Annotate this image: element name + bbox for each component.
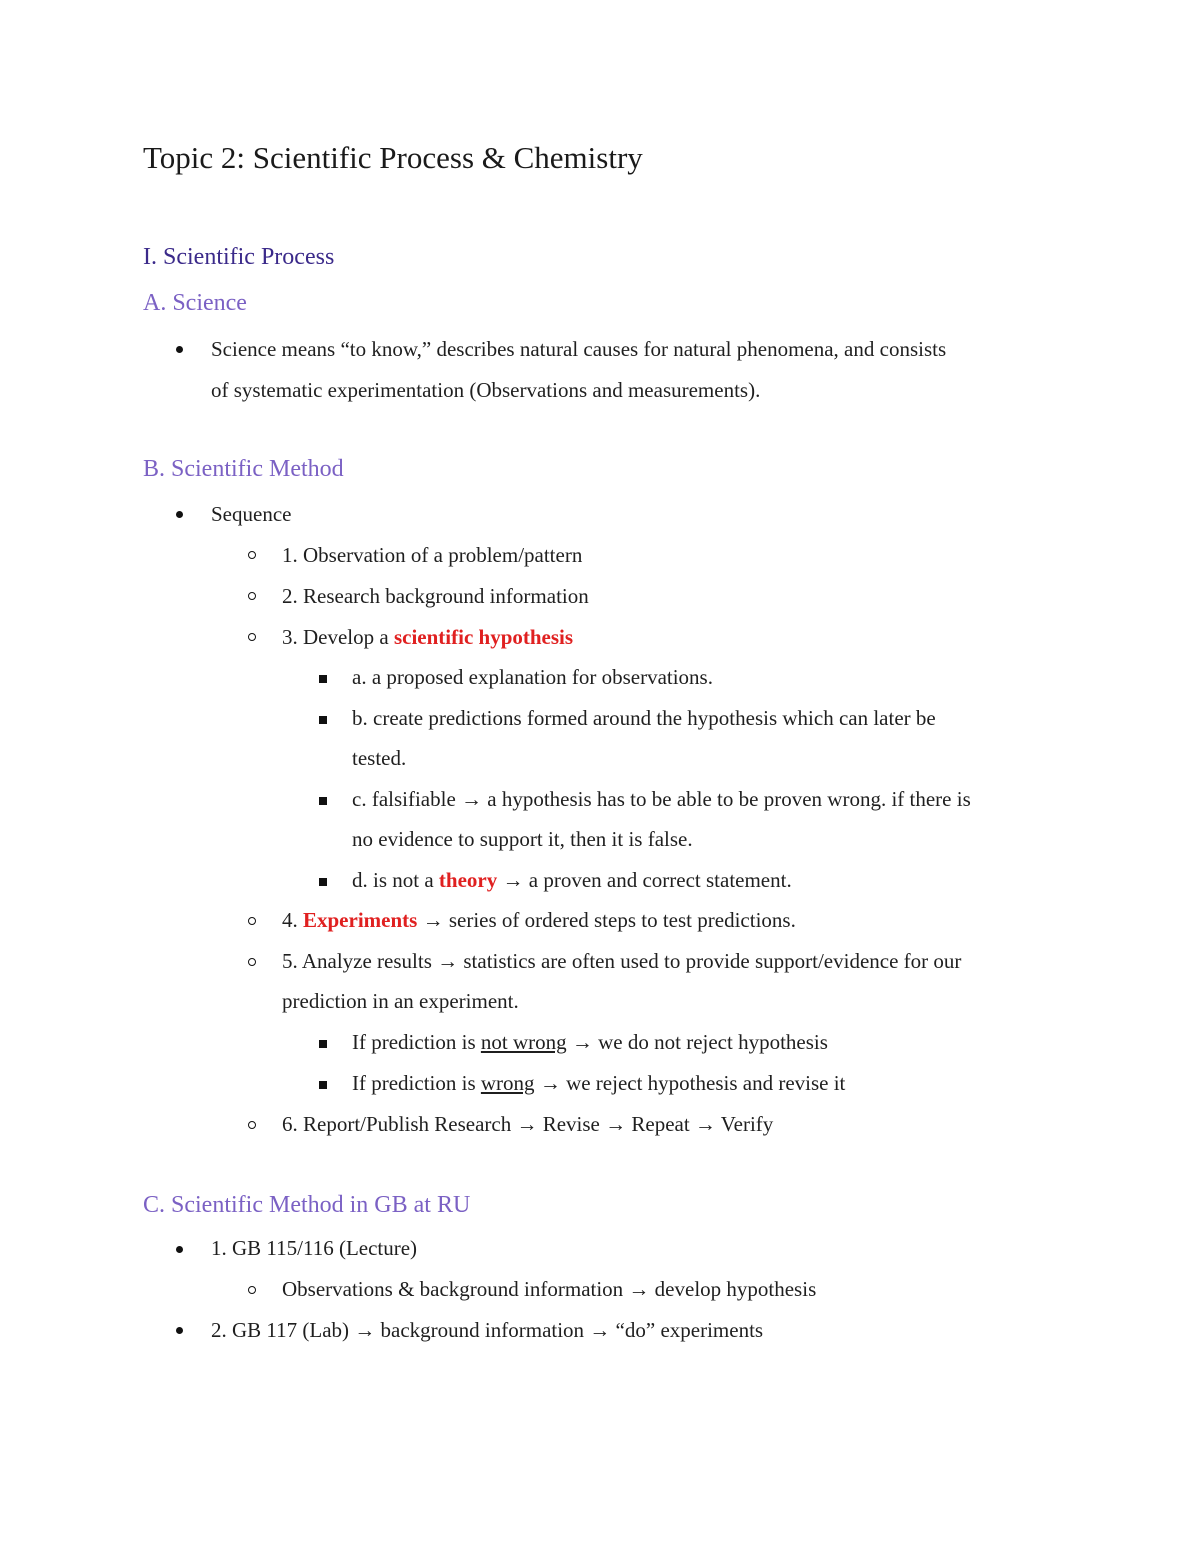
hypothesis-b-line-2: tested.	[352, 746, 407, 770]
bullet-disc	[176, 346, 183, 353]
subheading-science: A. Science	[143, 290, 247, 316]
if1-post: → we do not reject hypothesis	[566, 1030, 828, 1054]
step-4	[282, 906, 796, 934]
bullet-circle	[248, 633, 256, 641]
hypothesis-c-line-2: no evidence to support it, then it is false.	[352, 827, 693, 851]
if2-post: → we reject hypothesis and revise it	[534, 1071, 846, 1095]
bullet-circle	[248, 592, 256, 600]
hypothesis-d	[352, 866, 792, 894]
hypothesis-d-pre: d. is not a	[352, 868, 439, 892]
step-1: 1. Observation of a problem/pattern	[282, 543, 583, 567]
bullet-circle	[248, 551, 256, 559]
page-title: Topic 2: Scientific Process & Chemistry	[143, 140, 643, 175]
bullet-square	[319, 675, 327, 683]
if2-underlined: wrong	[480, 1071, 535, 1095]
step-4-pre: 4.	[282, 908, 303, 932]
bullet-disc	[176, 1246, 183, 1253]
bullet-square	[319, 716, 327, 724]
bullet-square	[319, 878, 327, 886]
bullet-disc	[176, 511, 183, 518]
bullet-square	[319, 1081, 327, 1089]
step-5-line-1: 5. Analyze results → statistics are often used to provide support/evidence for our	[282, 949, 962, 973]
bullet-disc	[176, 1327, 183, 1334]
science-line-2: of systematic experimentation (Observations and measurements).	[211, 378, 761, 402]
gb-lab: 2. GB 117 (Lab) → background information → “do” experiments	[211, 1318, 764, 1342]
subheading-gb-at-ru: C. Scientific Method in GB at RU	[143, 1192, 471, 1218]
science-line-1: Science means “to know,” describes natural causes for natural phenomena, and consists	[211, 337, 947, 361]
step-2: 2. Research background information	[282, 584, 589, 608]
section-heading-scientific-process: I. Scientific Process	[143, 244, 335, 270]
step-4-post: → series of ordered steps to test predictions.	[417, 908, 796, 932]
hypothesis-c-line-1: c. falsifiable → a hypothesis has to be able to be proven wrong. if there is	[352, 787, 971, 811]
step-3	[282, 623, 573, 651]
step-3-text: 3. Develop a	[282, 625, 394, 649]
gb-lecture-detail: Observations & background information → develop hypothesis	[282, 1277, 817, 1301]
term-experiments: Experiments	[303, 908, 418, 932]
bullet-circle	[248, 1121, 256, 1129]
gb-lecture: 1. GB 115/116 (Lecture)	[211, 1236, 418, 1260]
bullet-circle	[248, 1286, 256, 1294]
term-scientific-hypothesis: scientific hypothesis	[393, 625, 574, 649]
bullet-circle	[248, 958, 256, 966]
term-theory: theory	[438, 868, 498, 892]
prediction-not-wrong	[352, 1028, 828, 1056]
bullet-square	[319, 1040, 327, 1048]
if2-pre: If prediction is	[352, 1071, 481, 1095]
if1-underlined: not wrong	[480, 1030, 567, 1054]
step-6: 6. Report/Publish Research → Revise → Repeat → Verify	[282, 1112, 774, 1136]
if1-pre: If prediction is	[352, 1030, 481, 1054]
prediction-wrong	[352, 1069, 845, 1097]
hypothesis-d-post: → a proven and correct statement.	[497, 868, 792, 892]
sequence-label: Sequence	[211, 502, 292, 526]
bullet-circle	[248, 917, 256, 925]
step-5-line-2: prediction in an experiment.	[282, 989, 519, 1013]
subheading-scientific-method: B. Scientific Method	[143, 456, 344, 482]
hypothesis-a: a. a proposed explanation for observations.	[352, 665, 713, 689]
hypothesis-b-line-1: b. create predictions formed around the hypothesis which can later be	[352, 706, 936, 730]
bullet-square	[319, 797, 327, 805]
